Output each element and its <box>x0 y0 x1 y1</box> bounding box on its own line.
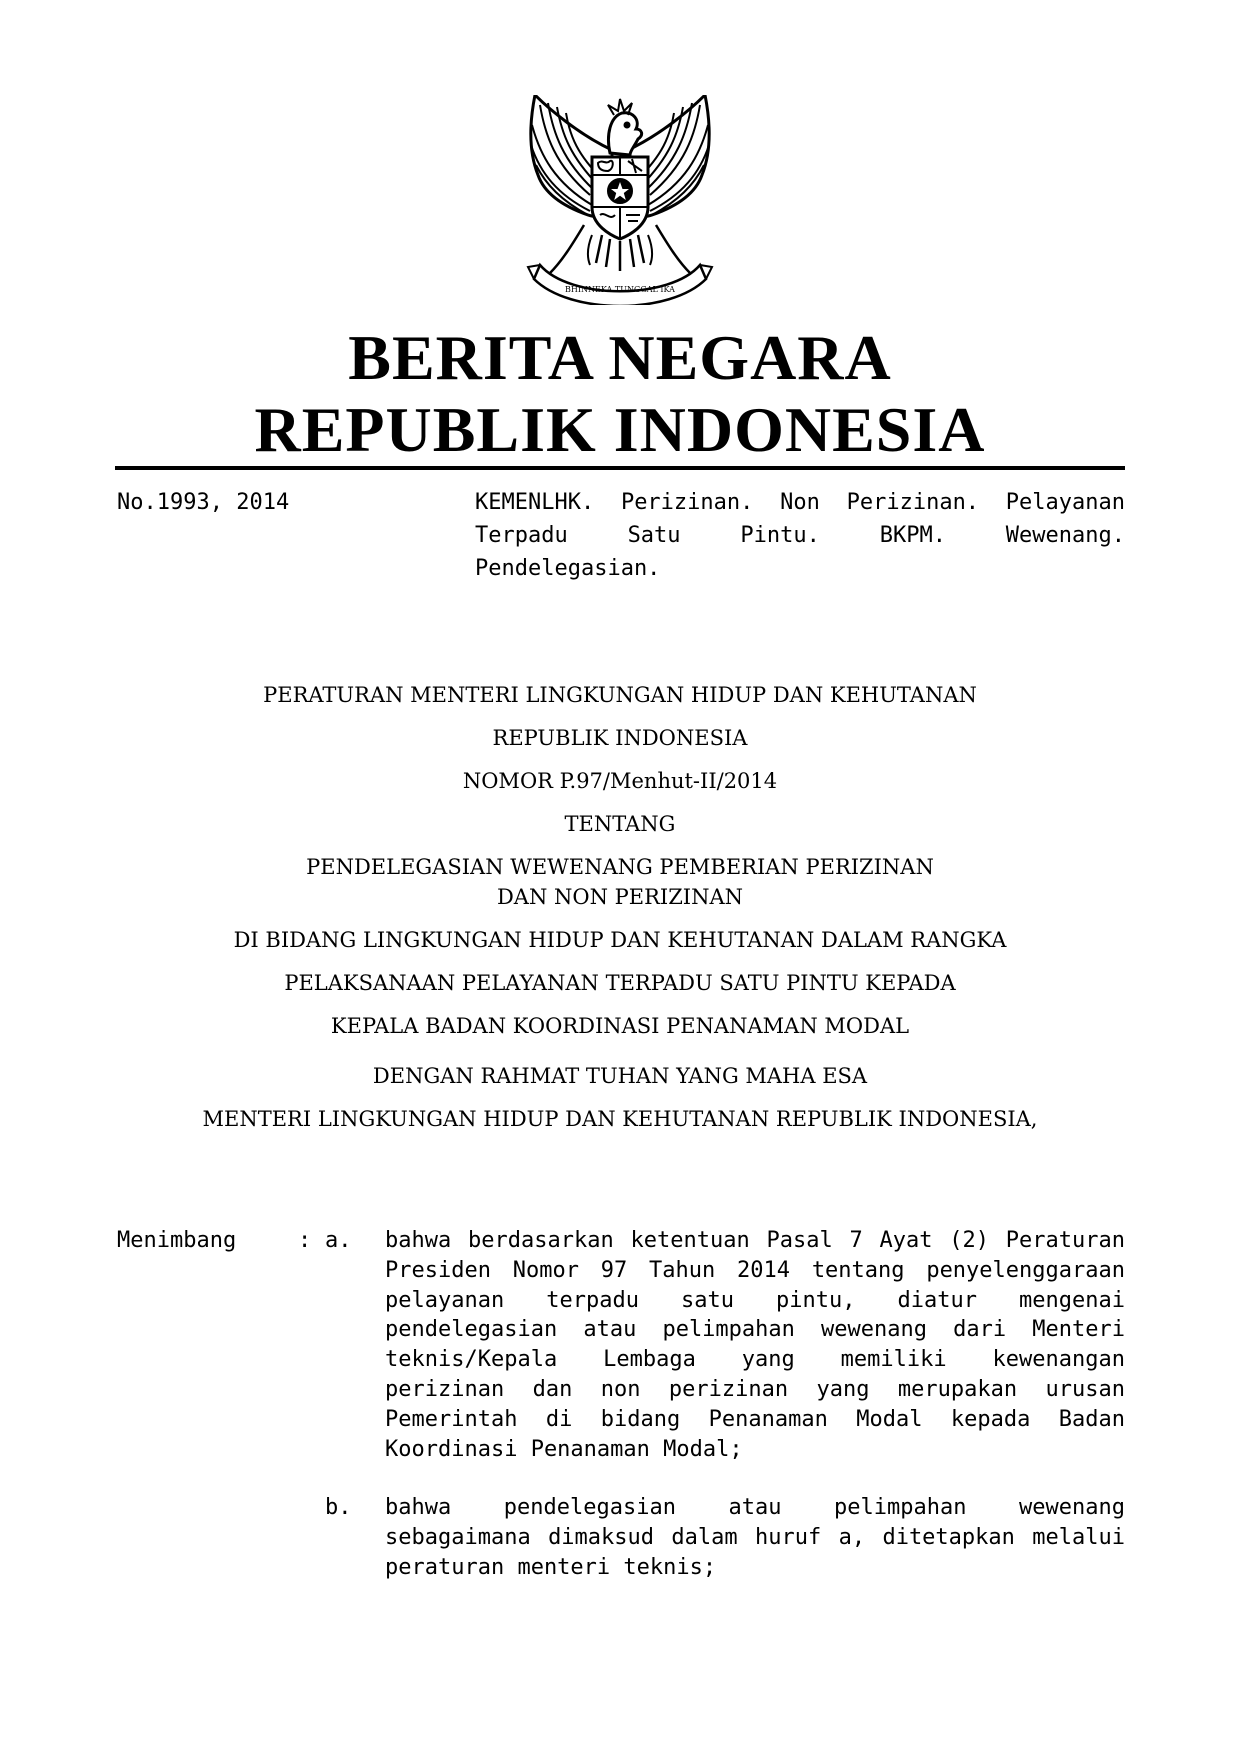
considering-label: Menimbang <box>117 1228 237 1253</box>
masthead-divider <box>115 466 1125 470</box>
issue-subject-tags: KEMENLHK. Perizinan. Non Perizinan. Pelayanan Terpadu Satu Pintu. BKPM. Wewenang. Pendelegasian. <box>475 490 1125 581</box>
regulation-heading: PERATURAN MENTERI LINGKUNGAN HIDUP DAN KEHUTANAN <box>263 683 977 707</box>
masthead-subtitle: REPUBLIK INDONESIA <box>254 394 986 465</box>
considering-colon: : <box>298 1228 312 1253</box>
regulation-subject-line-1: PENDELEGASIAN WEWENANG PEMBERIAN PERIZINAN DAN NON PERIZINAN <box>306 855 934 909</box>
regulation-about: TENTANG <box>564 812 676 836</box>
regulation-title-block <box>115 680 1125 1147</box>
regulation-country: REPUBLIK INDONESIA <box>492 726 748 750</box>
consideration-text: bahwa pendelegasian atau pelimpahan wewenang sebagaimana dimaksud dalam huruf a, ditetapkan melalui peraturan menteri teknis; <box>385 1495 1125 1580</box>
invocation: DENGAN RAHMAT TUHAN YANG MAHA ESA <box>372 1064 868 1088</box>
consideration-letter: a. <box>325 1228 352 1253</box>
emblem-motto: BHINNEKA TUNGGAL IKA <box>565 285 675 294</box>
issue-number: No.1993, 2014 <box>117 490 290 515</box>
regulation-number: NOMOR P.97/Menhut-II/2014 <box>462 769 778 793</box>
consideration-letter: b. <box>325 1495 352 1520</box>
regulation-subject-line-2: DI BIDANG LINGKUNGAN HIDUP DAN KEHUTANAN DALAM RANGKA <box>233 928 1007 952</box>
garuda-pancasila-emblem-icon <box>510 95 730 305</box>
regulation-subject-line-3: PELAKSANAAN PELAYANAN TERPADU SATU PINTU KEPADA <box>284 971 956 995</box>
masthead-title: BERITA NEGARA <box>348 322 892 393</box>
enacting-authority: MENTERI LINGKUNGAN HIDUP DAN KEHUTANAN REPUBLIK INDONESIA, <box>202 1107 1038 1131</box>
regulation-subject-line-4: KEPALA BADAN KOORDINASI PENANAMAN MODAL <box>330 1014 910 1038</box>
consideration-text: bahwa berdasarkan ketentuan Pasal 7 Ayat (2) Peraturan Presiden Nomor 97 Tahun 2014 tentang penyelenggaraan pelayanan terpadu satu pintu, diatur mengenai pendelegasian atau pelimpahan wewenang dari Menteri teknis/Kepala Lembaga yang memiliki kewenangan perizinan dan non perizinan yang merupakan urusan Pemerintah di bidang Penanaman Modal kepada Badan Koordinasi Penanaman Modal; <box>385 1228 1125 1462</box>
